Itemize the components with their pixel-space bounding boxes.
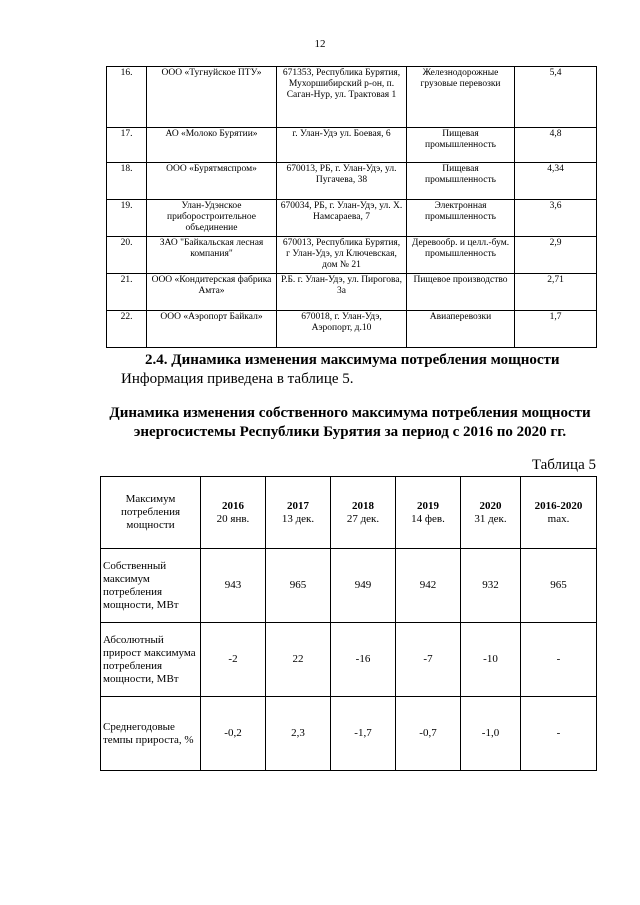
header-row [101,477,597,549]
column-header [201,477,266,549]
org-name: АО «Молоко Бурятии» [147,128,277,163]
column-header [266,477,331,549]
org-value: 5,4 [515,67,597,128]
table-cell: 949 [331,549,396,623]
row-number: 22. [107,311,147,348]
page-number: 12 [314,38,326,50]
org-name: ООО «Аэропорт Байкал» [147,311,277,348]
org-name: Улан-Удэнское приборостроительное объединение [147,200,277,237]
row-label: Абсолютный прирост максимума потребления мощности, МВт [101,623,201,697]
org-address: г. Улан-Удэ ул. Боевая, 6 [277,128,407,163]
table-row [107,237,597,274]
table-cell: 965 [521,549,597,623]
row-label: Собственный максимум потребления мощности, МВт [101,549,201,623]
table-row [107,311,597,348]
table-row [107,163,597,200]
column-date: 13 дек. [281,512,315,525]
table-cell: 942 [396,549,461,623]
table-row [107,128,597,163]
table-cell: -10 [461,623,521,697]
table-cell: 965 [266,549,331,623]
org-name: ООО «Тугнуйское ПТУ» [147,67,277,128]
table-cell: -1,0 [461,697,521,771]
org-industry: Пищевая промышленность [407,128,515,163]
org-address: 670018, г. Улан-Удэ, Аэропорт, д.10 [277,311,407,348]
org-address: 670013, РБ, г. Улан-Удэ, ул. Пугачева, 38 [277,163,407,200]
column-header [396,477,461,549]
section-note: Информация приведена в таблице 5. [121,371,354,387]
table-cell: -0,2 [201,697,266,771]
table-row [107,200,597,237]
table-cell: 2,3 [266,697,331,771]
org-address: 670034, РБ, г. Улан-Удэ, ул. Х. Намсараева, 7 [277,200,407,237]
org-value: 2,9 [515,237,597,274]
column-year: 2019 [417,499,439,512]
row-number: 21. [107,274,147,311]
column-date: max. [547,512,570,525]
table-cell: - [521,623,597,697]
table-cell: -2 [201,623,266,697]
org-address: 671353, Республика Бурятия, Мухоршибирский р-он, п. Саган-Нур, ул. Трактовая 1 [277,67,407,128]
table-caption: Таблица 5 [531,457,596,473]
org-name: ООО «Бурятмяспром» [147,163,277,200]
org-industry: Деревообр. и целл.-бум. промышленность [407,237,515,274]
org-industry: Пищевое производство [407,274,515,311]
org-value: 4,8 [515,128,597,163]
column-year: 2016 [222,499,244,512]
table-row [107,274,597,311]
column-date: 27 дек. [346,512,380,525]
column-date: 14 фев. [411,512,445,525]
org-value: 1,7 [515,311,597,348]
row-number: 20. [107,237,147,274]
column-year: 2020 [479,499,502,512]
org-value: 3,6 [515,200,597,237]
org-value: 2,71 [515,274,597,311]
org-industry: Авиаперевозки [407,311,515,348]
table-cell: 932 [461,549,521,623]
table-row [101,549,597,623]
column-date: 20 янв. [216,512,250,525]
table-title: Динамика изменения собственного максимума потребления мощности энергосистемы Республики Бурятия за период с 2016 по 2020 гг. [109,405,591,440]
org-address: 670013, Республика Бурятия, г Улан-Удэ, ул Ключевская, дом № 21 [277,237,407,274]
column-year: 2018 [352,499,374,512]
table-row [101,697,597,771]
table-cell: 943 [201,549,266,623]
org-value: 4,34 [515,163,597,200]
table-cell: -1,7 [331,697,396,771]
table-cell: - [521,697,597,771]
row-number: 18. [107,163,147,200]
column-header [521,477,597,549]
row-number: 19. [107,200,147,237]
row-label: Среднегодовые темпы прироста, % [101,697,201,771]
section-heading: 2.4. Динамика изменения максимума потребления мощности [145,352,560,368]
column-header [461,477,521,549]
org-industry: Пищевая промышленность [407,163,515,200]
table-cell: 22 [266,623,331,697]
table-cell: -16 [331,623,396,697]
org-name: ООО «Кондитерская фабрика Амта» [147,274,277,311]
org-industry: Железнодорожные грузовые перевозки [407,67,515,128]
org-name: ЗАО "Байкальская лесная компания" [147,237,277,274]
org-industry: Электронная промышленность [407,200,515,237]
column-year: 2016-2020 [534,499,583,512]
organizations-table [106,66,597,348]
table-row [101,623,597,697]
header-label: Максимум потребления мощности [101,477,201,549]
column-header [331,477,396,549]
row-number: 17. [107,128,147,163]
org-address: Р.Б. г. Улан-Удэ, ул. Пирогова, 3а [277,274,407,311]
power-dynamics-table [100,476,597,771]
column-date: 31 дек. [474,512,507,525]
table-cell: -0,7 [396,697,461,771]
column-year: 2017 [287,499,309,512]
row-number: 16. [107,67,147,128]
table-cell: -7 [396,623,461,697]
table-row [107,67,597,128]
